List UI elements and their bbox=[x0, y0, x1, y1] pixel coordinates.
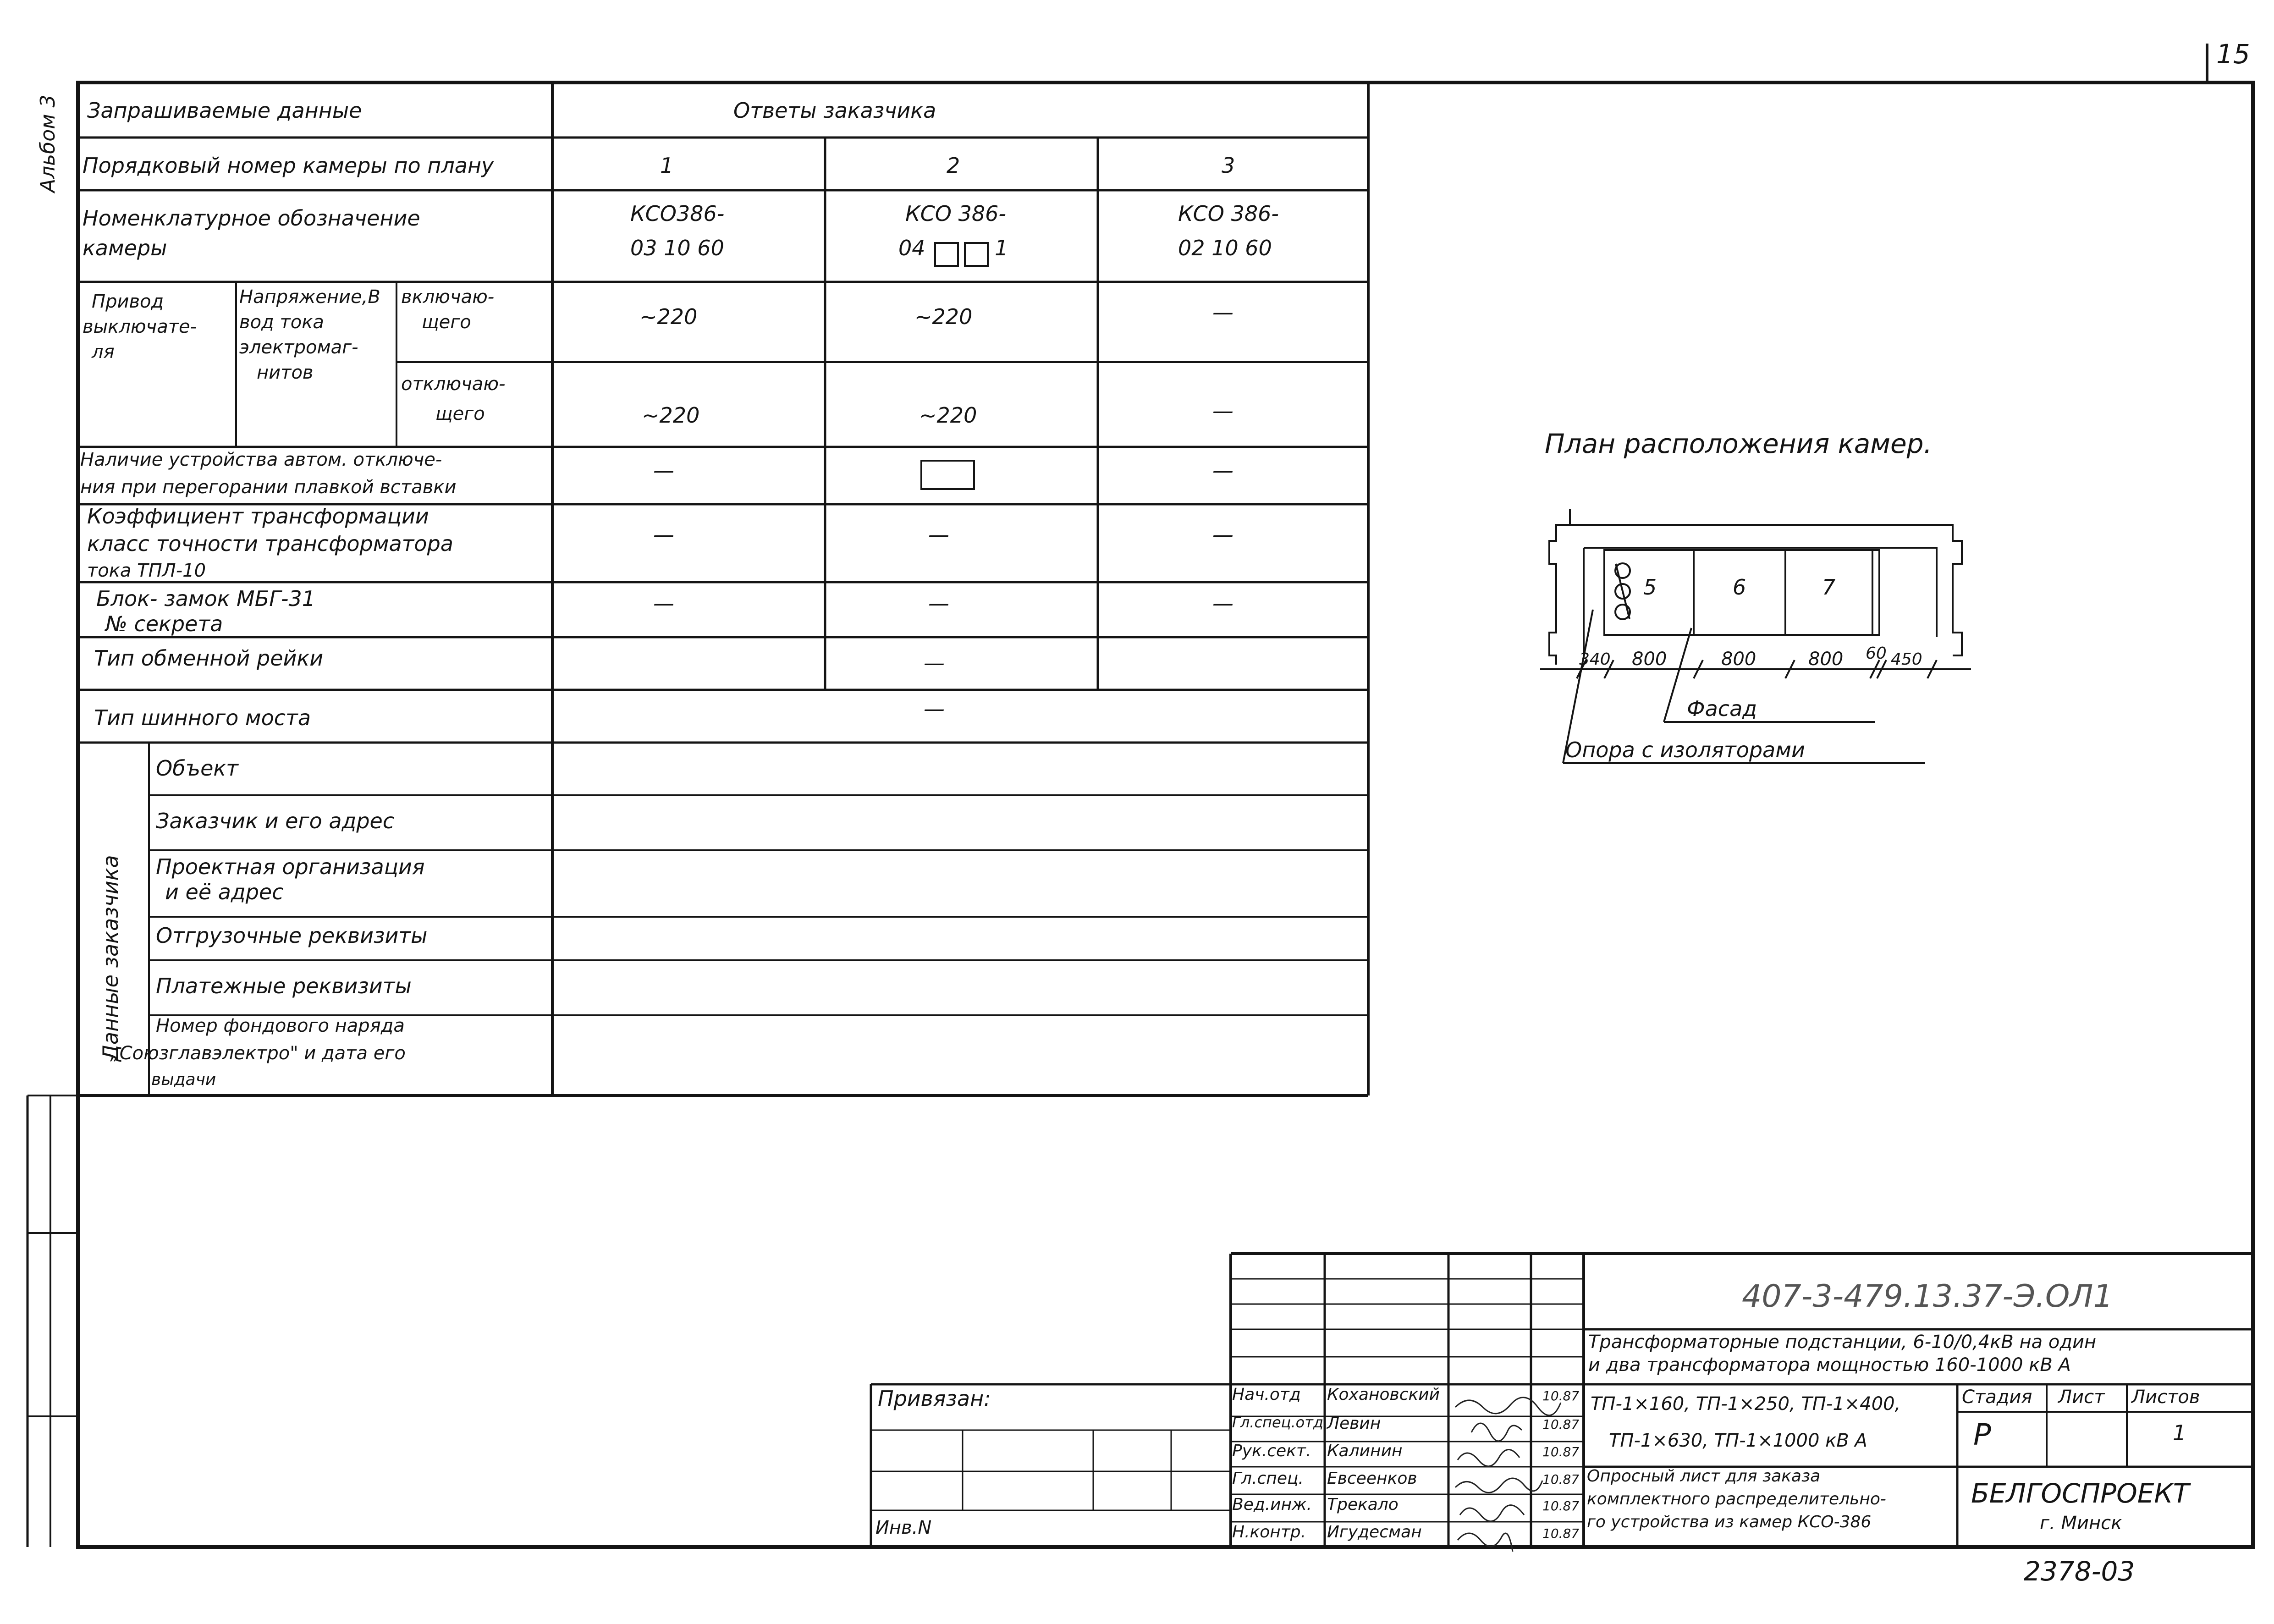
staff-role-1: Нач.отд bbox=[1232, 1385, 1301, 1404]
ct-ratio-2: — bbox=[928, 522, 949, 547]
dim-800-2: 800 bbox=[1721, 649, 1756, 670]
signature-2 bbox=[1471, 1423, 1522, 1441]
types-line-2: ТП-1×630, ТП-1×1000 кВ А bbox=[1609, 1430, 1867, 1451]
lock-label-2: № секрета bbox=[105, 611, 223, 636]
types-line-1: ТП-1×160, ТП-1×250, ТП-1×400, bbox=[1591, 1393, 1901, 1415]
bus-bridge-label: Тип шинного моста bbox=[94, 705, 311, 730]
order-number-fund-1: Номер фондового наряда bbox=[156, 1015, 405, 1036]
shipping-details: Отгрузочные реквизиты bbox=[156, 923, 428, 948]
auto-shutdown-3: — bbox=[1212, 458, 1233, 483]
order-number-2: 2 bbox=[947, 153, 960, 178]
header-requested-data: Запрашиваемые данные bbox=[87, 98, 362, 123]
staff-role-4: Гл.спец. bbox=[1232, 1469, 1304, 1488]
staff-name-6: Игудесман bbox=[1327, 1523, 1422, 1541]
ct-ratio-label-1: Коэффициент трансформации bbox=[87, 504, 429, 528]
signature-6 bbox=[1458, 1533, 1513, 1552]
dim-60: 60 bbox=[1866, 644, 1887, 663]
cell-5: 5 bbox=[1643, 575, 1657, 600]
order-number-3: 3 bbox=[1222, 153, 1235, 178]
lock-2: — bbox=[928, 591, 949, 616]
order-number-label: Порядковый номер камеры по плану bbox=[83, 153, 494, 178]
order-number-fund-2: „Союзглавэлектро" и дата его bbox=[110, 1043, 406, 1064]
ct-ratio-label-2: класс точности трансформатора bbox=[87, 531, 453, 556]
facade-label: Фасад bbox=[1687, 696, 1757, 721]
opening-value-2: ~220 bbox=[919, 403, 977, 428]
plan-title: План расположения камер. bbox=[1545, 428, 1932, 459]
closing-value-1: ~220 bbox=[639, 304, 698, 329]
signature-3 bbox=[1458, 1450, 1520, 1466]
staff-name-5: Трекало bbox=[1327, 1495, 1399, 1514]
staff-name-2: Левин bbox=[1327, 1414, 1381, 1433]
opening-label-2: щего bbox=[435, 403, 485, 424]
drive-label-1: Привод bbox=[92, 291, 164, 312]
voltage-label-1: Напряжение,В bbox=[239, 286, 380, 308]
signature-5 bbox=[1460, 1505, 1524, 1521]
ct-ratio-1: — bbox=[653, 522, 674, 547]
voltage-label-2: вод тока bbox=[239, 312, 324, 333]
dim-340: 340 bbox=[1579, 650, 1611, 669]
customer-address: Заказчик и его адрес bbox=[156, 809, 395, 833]
payment-details: Платежные реквизиты bbox=[156, 974, 412, 998]
nomenclature-2c: 1 bbox=[995, 236, 1008, 260]
dim-450: 450 bbox=[1891, 650, 1922, 669]
copy-code: 2378-03 bbox=[2024, 1556, 2135, 1587]
org-name: БЕЛГОСПРОЕКТ bbox=[1971, 1478, 2190, 1509]
support-label: Опора с изоляторами bbox=[1565, 738, 1805, 762]
org-city: г. Минск bbox=[2040, 1513, 2122, 1534]
title-line-2: и два трансформатора мощностью 160-1000 кВ А bbox=[1588, 1354, 2071, 1376]
lock-label-1: Блок- замок МБГ-31 bbox=[96, 586, 316, 611]
cell-7: 7 bbox=[1822, 575, 1836, 600]
ct-ratio-3: — bbox=[1212, 522, 1233, 547]
voltage-label-4: нитов bbox=[257, 362, 314, 383]
sheets-value: 1 bbox=[2173, 1420, 2186, 1445]
rail-type-label: Тип обменной рейки bbox=[94, 646, 324, 671]
staff-date-6: 10.87 bbox=[1542, 1526, 1580, 1541]
lock-3: — bbox=[1212, 591, 1233, 616]
sheets-header: Листов bbox=[2131, 1387, 2200, 1408]
nomenclature-2b: 04 bbox=[898, 236, 925, 260]
album-label: Альбом 3 bbox=[36, 94, 60, 193]
opening-label-1: отключаю- bbox=[401, 374, 506, 395]
bus-bridge-value: — bbox=[924, 696, 945, 721]
nomenclature-3b: 02 10 60 bbox=[1178, 236, 1272, 260]
staff-role-6: Н.контр. bbox=[1232, 1523, 1306, 1541]
drive-label-3: ля bbox=[92, 341, 115, 363]
signature-4 bbox=[1455, 1478, 1542, 1492]
design-org-1: Проектная организация bbox=[156, 854, 425, 879]
title-line-1: Трансформаторные подстанции, 6-10/0,4кВ на один bbox=[1588, 1332, 2097, 1353]
sheet-title-3: го устройства из камер КСО-386 bbox=[1587, 1513, 1872, 1531]
stage-header: Стадия bbox=[1962, 1387, 2032, 1408]
closing-label-1: включаю- bbox=[401, 286, 495, 308]
sheet-header: Лист bbox=[2058, 1387, 2105, 1408]
staff-name-3: Калинин bbox=[1327, 1442, 1403, 1460]
staff-role-3: Рук.сект. bbox=[1232, 1442, 1311, 1460]
closing-label-2: щего bbox=[422, 312, 471, 333]
lock-1: — bbox=[653, 591, 674, 616]
closing-value-3: — bbox=[1212, 300, 1233, 325]
ct-ratio-label-3: тока ТПЛ-10 bbox=[87, 560, 206, 581]
closing-value-2: ~220 bbox=[914, 304, 973, 329]
staff-date-5: 10.87 bbox=[1542, 1498, 1580, 1514]
opening-value-1: ~220 bbox=[642, 403, 700, 428]
staff-role-5: Вед.инж. bbox=[1232, 1495, 1312, 1514]
sheet-title-2: комплектного распределительно- bbox=[1587, 1490, 1886, 1508]
staff-name-1: Кохановский bbox=[1327, 1385, 1440, 1404]
doc-code: 407-3-479.13.37-Э.ОЛ1 bbox=[1742, 1278, 2113, 1315]
staff-role-2: Гл.спец.отд bbox=[1232, 1414, 1323, 1431]
staff-date-1: 10.87 bbox=[1542, 1388, 1580, 1404]
auto-shutdown-1: — bbox=[653, 458, 674, 483]
voltage-label-3: электромаг- bbox=[239, 337, 358, 358]
nomenclature-label-2: камеры bbox=[83, 236, 167, 260]
staff-date-2: 10.87 bbox=[1542, 1417, 1580, 1432]
drive-label-2: выключате- bbox=[83, 316, 197, 337]
staff-name-4: Евсеенков bbox=[1327, 1469, 1417, 1488]
sheet-title-1: Опросный лист для заказа bbox=[1587, 1467, 1821, 1486]
dim-800-1: 800 bbox=[1632, 649, 1667, 670]
nomenclature-1b: 03 10 60 bbox=[630, 236, 724, 260]
cell-6: 6 bbox=[1733, 575, 1746, 600]
nomenclature-label-1: Номенклатурное обозначение bbox=[83, 206, 420, 231]
bound-label: Привязан: bbox=[878, 1386, 991, 1411]
staff-date-4: 10.87 bbox=[1542, 1472, 1580, 1487]
customer-data-label: Данные заказчика bbox=[98, 855, 123, 1061]
header-customer-answers: Ответы заказчика bbox=[733, 98, 936, 123]
customer-object: Объект bbox=[156, 756, 238, 781]
stage-value: Р bbox=[1973, 1418, 1991, 1452]
inv-label: Инв.N bbox=[875, 1517, 932, 1538]
opening-value-3: — bbox=[1212, 398, 1233, 423]
design-org-2: и её адрес bbox=[165, 880, 284, 904]
nomenclature-3a: КСО 386- bbox=[1178, 201, 1279, 226]
order-number-fund-3: выдачи bbox=[151, 1070, 216, 1089]
auto-shutdown-label-2: ния при перегорании плавкой вставки bbox=[80, 477, 457, 498]
rail-type-value: — bbox=[924, 650, 945, 675]
auto-shutdown-label-1: Наличие устройства автом. отключе- bbox=[80, 449, 442, 470]
nomenclature-1a: КСО386- bbox=[630, 201, 725, 226]
staff-date-3: 10.87 bbox=[1542, 1444, 1580, 1459]
signature-1 bbox=[1455, 1398, 1561, 1415]
order-number-1: 1 bbox=[660, 153, 674, 178]
dim-800-3: 800 bbox=[1808, 649, 1844, 670]
page-number: 15 bbox=[2216, 39, 2250, 70]
nomenclature-2a: КСО 386- bbox=[905, 201, 1007, 226]
